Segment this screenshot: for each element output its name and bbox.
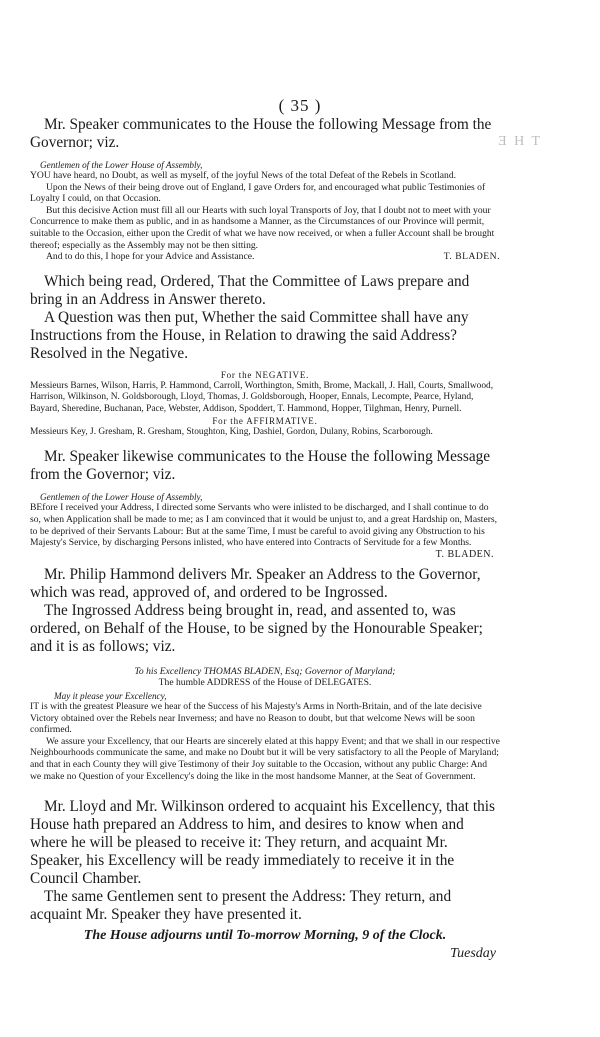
vote-record xyxy=(30,370,500,439)
hammond-address-paragraph: Mr. Philip Hammond delivers Mr. Speaker an Address to the Governor, which was read, approved of, and ordered to be Ingrossed. xyxy=(30,565,481,601)
presented-paragraph: The same Gentlemen sent to present the Address: They return, and acquaint Mr. Speaker they have presented it. xyxy=(30,888,452,924)
negative-heading: For the NEGATIVE. xyxy=(220,369,310,380)
lloyd-wilkinson-paragraph: Mr. Lloyd and Mr. Wilkinson ordered to acquaint his Excellency, that this House hath prepared an Address to him, and desires to know when and where he will be pleased to receive it: They return, and acquaint Mr. Speaker, his Excellency will be ready immediately to receive it in the Council Chamber. xyxy=(30,798,495,888)
catchword: Tuesday xyxy=(450,946,496,962)
address-paragraph: We assure your Excellency, that our Hearts are sincerely elated at this happy Event; and that we shall in our respective Neighbourhoods communicate the same, and make no Doubt but it will be very satisfactory to all the People of Maryland; and that in each County they will give Testimony of their Joy suitable to the Occasion, without any public Charge: And we make no Question of your Excellency's doing the like in the most handsome Manner, at the Seat of Government. xyxy=(30,735,500,782)
question-paragraph: A Question was then put, Whether the said Committee shall have any Instructions from the House, in Relation to drawing the said Address? Resolved in the Negative. xyxy=(30,308,469,362)
page-number: ( 35 ) xyxy=(278,96,322,115)
message-text: And to do this, I hope for your Advice and Assistance. xyxy=(46,251,255,263)
governor-signature: T. BLADEN. xyxy=(443,251,500,263)
governor-message-2 xyxy=(30,492,500,559)
message-paragraph: YOU have heard, no Doubt, as well as myself, of the joyful News of the total Defeat of the Rebels in Scotland. xyxy=(30,170,457,181)
affirmative-voters: Messieurs Key, J. Gresham, R. Gresham, Stoughton, King, Dashiel, Gordon, Dulany, Robins, Scarborough. xyxy=(30,426,433,437)
governor-message-1 xyxy=(30,160,500,263)
affirmative-heading: For the AFFIRMATIVE. xyxy=(212,415,318,426)
bleed-through-text: T H E xyxy=(496,134,540,149)
adjournment-line: The House adjourns until To-morrow Morning, 9 of the Clock. xyxy=(83,928,447,944)
speaker-communicates-paragraph: Mr. Speaker communicates to the House the following Message from the Governor; viz. xyxy=(30,116,492,151)
message-paragraph: BEfore I received your Address, I directed some Servants who were inlisted to be discharged, and I shall continue to do so, when Application shall be made to me; as I am convinced that it would be unjust to, and a great Hardship on, Masters, to be deprived of their Servants Labour: But at the same Time, I must be careful to avoid giving any Obstruction to his Majesty's Service, by discharging Persons inlisted, who have entered into Contracts of Servitude for a few Months. xyxy=(30,502,498,549)
address-paragraph: IT is with the greatest Pleasure we hear of the Success of his Majesty's Arms in North-Britain, and of the late decisive Victory obtained over the Rebels near Inverness; and have no Reason to doubt, but that welcome News will be soon confirmed. xyxy=(30,700,482,736)
message-salutation: Gentlemen of the Lower House of Assembly, xyxy=(40,160,203,170)
house-address xyxy=(30,666,500,782)
address-recipient: To his Excellency THOMAS BLADEN, Esq; Governor of Maryland; xyxy=(134,665,396,677)
journal-page xyxy=(30,88,500,962)
address-subtitle: The humble ADDRESS of the House of DELEGATES. xyxy=(158,677,372,689)
ingrossed-address-paragraph: The Ingrossed Address being brought in, read, and assented to, was ordered, on Behalf of the House, to be signed by the Honourable Speaker; and it is as follows; viz. xyxy=(30,601,483,655)
ordered-paragraph: Which being read, Ordered, That the Committee of Laws prepare and bring in an Address in Answer thereto. xyxy=(30,272,470,308)
message-paragraph: But this decisive Action must fill all our Hearts with such loyal Transports of Joy, that I doubt not to meet with your Concurrence to make them as public, and in as handsome a Manner, as the Circumstances of our Province will permit, suitable to the Occasion, either upon the Credit of what we have now received, or when a fuller Account shall be brought thereof; especially as the Assembly may not be then sitting. xyxy=(30,204,495,251)
negative-voters: Messieurs Barnes, Wilson, Harris, P. Hammond, Carroll, Worthington, Smith, Brome, Mackall, J. Hall, Courts, Smallwood, Harrison, Wilkinson, N. Goldsborough, Lloyd, Thomas, J. Goldsborough, Hooper, Ennals, Lecompte, Pearce, Hyland, Bayard, Sheredine, Buchanan, Pace, Webster, Addison, Spoddert, T. Hammond, Hopper, Tilghman, Henry, Purnell. xyxy=(30,380,494,414)
speaker-likewise-paragraph: Mr. Speaker likewise communicates to the House the following Message from the Governor; viz. xyxy=(30,448,491,484)
governor-signature: T. BLADEN. xyxy=(435,548,494,560)
address-salutation: May it please your Excellency, xyxy=(54,690,167,701)
message-paragraph xyxy=(30,251,500,263)
message-salutation: Gentlemen of the Lower House of Assembly, xyxy=(40,492,203,503)
message-paragraph: Upon the News of their being drove out of England, I gave Orders for, and encouraged what public Testimonies of Loyalty I could, on that Occasion. xyxy=(30,181,486,205)
